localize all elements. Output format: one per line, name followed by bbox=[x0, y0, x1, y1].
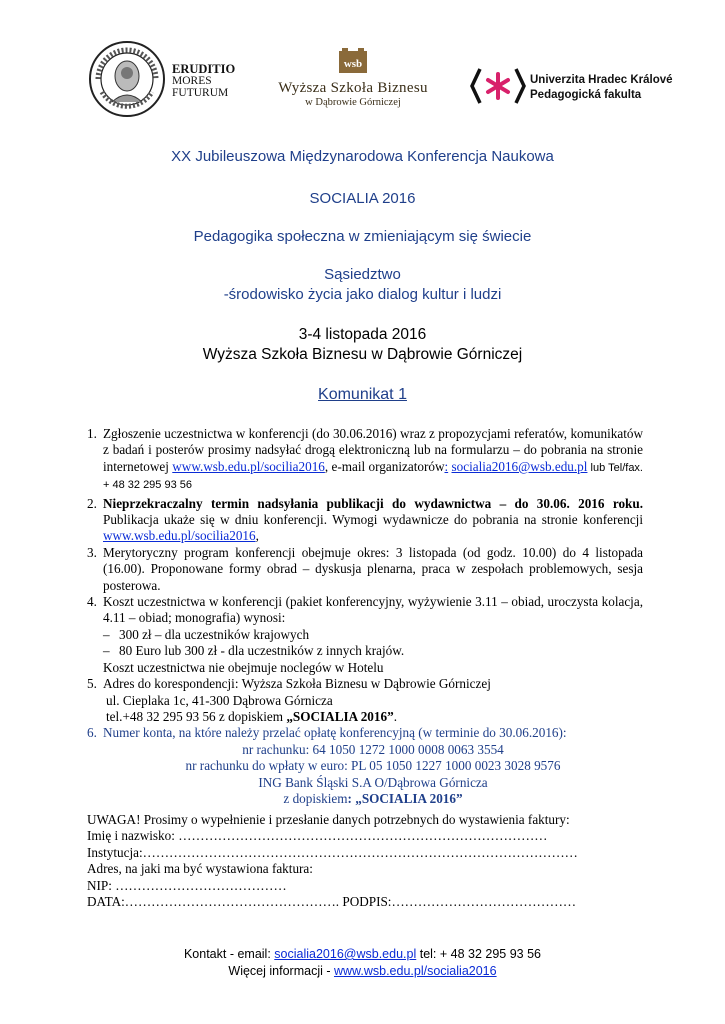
invoice-note: UWAGA! Prosimy o wypełnienie i przesłanie danych potrzebnych do wystawienia faktury: bbox=[87, 812, 570, 827]
name-field: Imię i nazwisko: ………………………………………………………………………… bbox=[87, 828, 548, 844]
item-text: Koszt uczestnictwa w konferencji (pakiet konferencyjny, wyżywienie 3.11 – obiad, uroczysta kolacja, 4.11 – obiad; monografia) wynosi: bbox=[103, 594, 643, 626]
item-number: 1. bbox=[87, 426, 97, 441]
item-text: Publikacja ukaże się w dniu konferencji. Wymogi wydawnicze do pobrania na stronie konferencji bbox=[103, 512, 643, 528]
item-text: lub Tel/fax. + 48 32 295 93 56 bbox=[103, 461, 643, 492]
motto-line-3: FUTURUM bbox=[172, 87, 229, 99]
item-number: 4. bbox=[87, 594, 97, 610]
item-text: Zgłoszenie uczestnictwa w konferencji (do 30.06.2016) wraz z propozycjami referatów, komunikatów z badań i posterów prosimy nadsyłać drogą elektroniczną lub na formularzu – do pobrania na stronie internetowej bbox=[103, 426, 643, 474]
uhk-line2: Pedagogická fakulta bbox=[530, 89, 642, 101]
invoice-address-field: Adres, na jaki ma być wystawiona faktura: bbox=[87, 861, 313, 877]
deadline-text: Nieprzekraczalny termin nadsyłania publikacji do wydawnictwa – do 30.06. 2016 roku. bbox=[103, 495, 643, 511]
address-line-1: Adres do korespondencji: Wyższa Szkoła Biznesu w Dąbrowie Górniczej bbox=[103, 676, 491, 692]
list-item-2 bbox=[87, 496, 643, 545]
footer-website-link[interactable]: www.wsb.edu.pl/socialia2016 bbox=[333, 964, 497, 978]
svg-text:wsb: wsb bbox=[343, 58, 363, 70]
cost-foreign-text: 80 Euro lub 300 zł - dla uczestników z innych krajów. bbox=[119, 643, 405, 659]
conference-subtheme-1: Sąsiedztwo bbox=[324, 266, 401, 283]
motto-line-1: ERUDITIO bbox=[172, 62, 236, 76]
wsb-name-line1: Wyższa Szkoła Biznesu bbox=[278, 80, 428, 96]
conference-name: SOCIALIA 2016 bbox=[309, 190, 416, 207]
transfer-annotation bbox=[103, 791, 643, 807]
dash-bullet: – bbox=[103, 626, 110, 642]
uhk-name bbox=[530, 73, 700, 103]
conference-venue: Wyższa Szkoła Biznesu w Dąbrowie Górniczej bbox=[202, 346, 523, 363]
wsb-emblem-icon bbox=[336, 46, 370, 78]
cost-domestic-text: 300 zł – dla uczestników krajowych bbox=[119, 626, 310, 642]
eruditio-motto bbox=[172, 63, 235, 99]
uhk-asterisk-icon bbox=[470, 65, 526, 107]
contact-phone: tel: + 48 32 295 93 56 bbox=[416, 947, 542, 961]
dash-bullet: – bbox=[103, 643, 110, 659]
conference-website-link-2[interactable]: www.wsb.edu.pl/socilia2016 bbox=[103, 528, 256, 544]
footer-email-link[interactable]: socialia2016@wsb.edu.pl bbox=[274, 947, 417, 961]
list-item-3 bbox=[87, 545, 643, 594]
logo-bar bbox=[88, 40, 688, 130]
colon-link-part: : bbox=[444, 458, 449, 474]
account-number-eur: nr rachunku do wpłaty w euro: PL 05 1050 1227 1000 0023 3028 9576 bbox=[185, 758, 561, 774]
address-line-2: ul. Cieplaka 1c, 41-300 Dąbrowa Górnicza bbox=[106, 692, 333, 708]
annotation-prefix: z dopiskiem bbox=[283, 790, 348, 806]
komunikat-heading: Komunikat 1 bbox=[318, 386, 407, 403]
cost-domestic bbox=[103, 627, 643, 643]
conference-website-link[interactable]: www.wsb.edu.pl/socilia2016 bbox=[172, 458, 325, 474]
item-number: 2. bbox=[87, 495, 97, 511]
footer bbox=[0, 946, 725, 980]
annotation-value: : „SOCIALIA 2016” bbox=[347, 790, 463, 806]
account-number-pln: nr rachunku: 64 1050 1272 1000 0008 0063 3554 bbox=[242, 741, 504, 757]
invoice-form bbox=[87, 812, 643, 910]
university-seal-logo bbox=[88, 40, 166, 118]
list-item-4 bbox=[87, 594, 643, 676]
date-signature-field: DATA:…………………………………………. PODPIS:…………………………………… bbox=[87, 894, 577, 910]
item-number: 6. bbox=[87, 725, 97, 741]
address-line-3 bbox=[103, 709, 643, 725]
item-number: 3. bbox=[87, 544, 97, 560]
motto-line-2: MORES bbox=[172, 75, 212, 87]
wsb-name-line2: w Dąbrowie Górniczej bbox=[305, 97, 401, 108]
conference-date: 3-4 listopada 2016 bbox=[298, 326, 427, 343]
footer-more-info bbox=[0, 963, 725, 980]
institution-field: Instytucja:……………………………………………………………………………………… bbox=[87, 844, 578, 860]
period: . bbox=[393, 708, 397, 724]
info-list bbox=[87, 426, 643, 807]
conference-subtheme-2: -środowisko życia jako dialog kultur i ludzi bbox=[223, 286, 502, 303]
conference-theme: Pedagogika społeczna w zmieniającym się świecie bbox=[193, 228, 532, 245]
wsb-logo bbox=[253, 46, 453, 108]
conference-title: XX Jubileuszowa Międzynarodowa Konferencja Naukowa bbox=[171, 148, 554, 165]
footer-contact bbox=[0, 946, 725, 963]
list-item-5 bbox=[87, 676, 643, 725]
item-number: 5. bbox=[87, 676, 97, 692]
bank-name: ING Bank Śląski S.A O/Dąbrowa Górnicza bbox=[258, 774, 488, 790]
item-text: , bbox=[255, 528, 259, 544]
item-text: Merytoryczny program konferencji obejmuje okres: 3 listopada (od godz. 10.00) do 4 listopada (16.00). Proponowane formy obrad – dyskusja plenarna, praca w zespołach problemowych, sesja posterowa. bbox=[103, 544, 643, 593]
cost-foreign bbox=[103, 643, 643, 659]
list-item-1 bbox=[87, 426, 643, 494]
contact-label: Kontakt - email: bbox=[183, 947, 275, 961]
organizer-email-link[interactable]: socialia2016@wsb.edu.pl bbox=[451, 458, 588, 474]
uhk-line1: Univerzita Hradec Králové bbox=[530, 74, 673, 86]
nip-field: NIP: ………………………………… bbox=[87, 877, 287, 893]
more-info-label: Więcej informacji - bbox=[228, 964, 334, 978]
cost-note: Koszt uczestnictwa nie obejmuje noclegów w Hotelu bbox=[103, 659, 384, 675]
annotation-text: „SOCIALIA 2016” bbox=[286, 708, 394, 724]
item-text: , e-mail organizatorów bbox=[324, 458, 445, 474]
phone-text: tel.+48 32 295 93 56 z dopiskiem bbox=[106, 708, 287, 724]
list-item-6 bbox=[87, 725, 643, 807]
account-heading: Numer konta, na które należy przelać opłatę konferencyjną (w terminie do 30.06.2016): bbox=[103, 725, 567, 741]
